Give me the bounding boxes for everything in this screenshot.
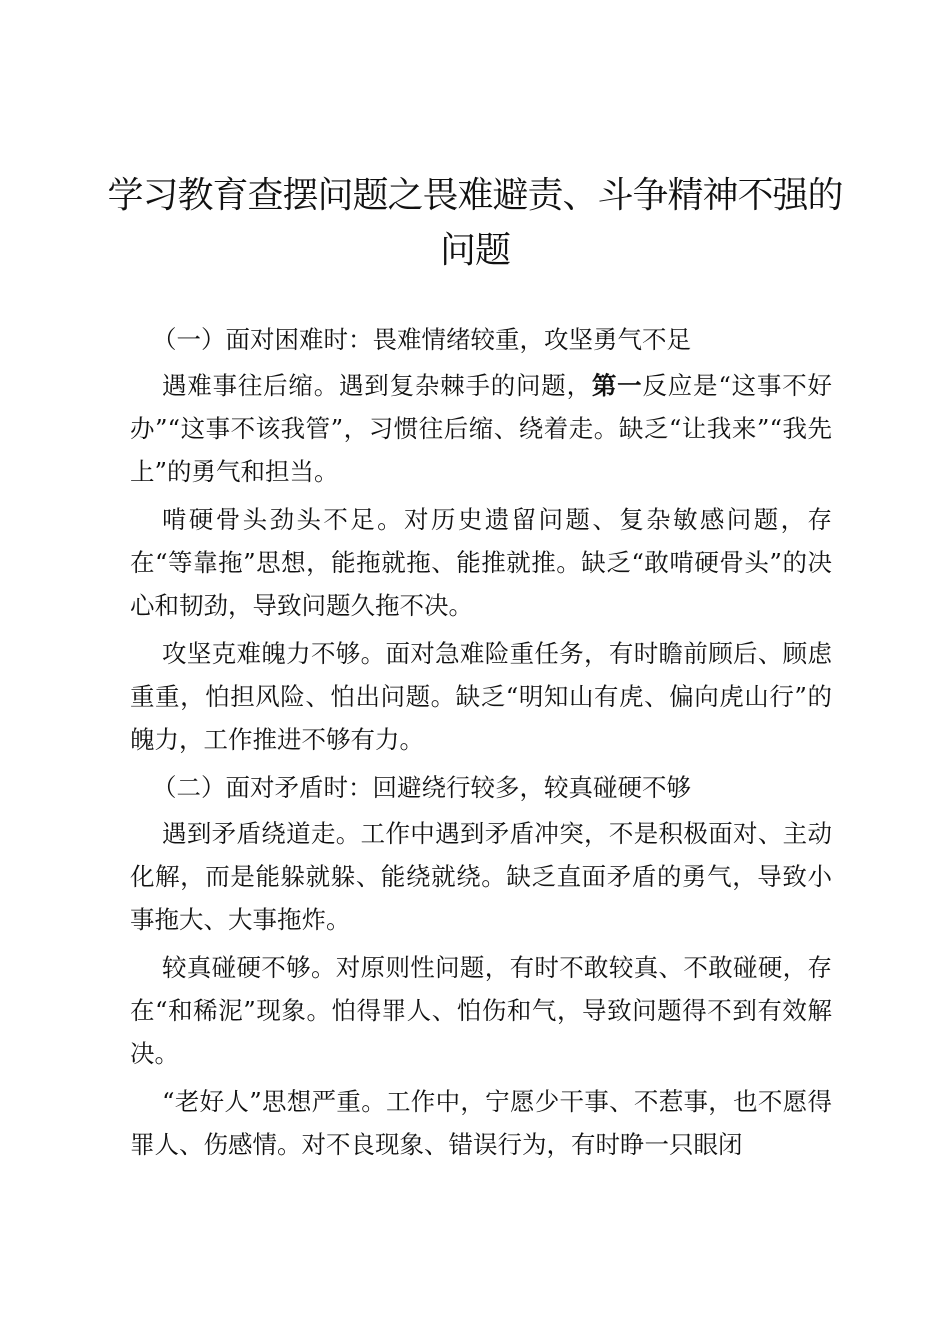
section-heading-1: （一）面对困难时：畏难情绪较重，攻坚勇气不足 <box>152 325 691 354</box>
paragraph: “老好人”思想严重。工作中，宁愿少干事、不惹事，也不愿得罪人、伤感情。对不良现象、错误行为，有时睁一只眼闭 <box>130 1087 832 1159</box>
paragraph: 啃硬骨头劲头不足。对历史遗留问题、复杂敏感问题，存在“等靠拖”思想，能拖就拖、能推就推。缺乏“敢啃硬骨头”的决心和韧劲，导致问题久拖不决。 <box>130 505 832 620</box>
paragraph-text: 反应是“这事不好办”“这事不该我管”，习惯往后缩、绕着走。缺乏“让我来”“我先上”的勇气和担当。 <box>130 371 833 486</box>
document-body <box>130 318 832 1171</box>
paragraph <box>130 364 832 493</box>
document-title: 学习教育查摆问题之畏难避责、斗争精神不强的问题 <box>107 175 843 271</box>
paragraph: 遇到矛盾绕道走。工作中遇到矛盾冲突，不是积极面对、主动化解，而是能躲就躲、能绕就绕。缺乏直面矛盾的勇气，导致小事拖大、大事拖炸。 <box>130 819 832 934</box>
paragraph-text: 遇难事往后缩。遇到复杂棘手的问题， <box>162 371 592 400</box>
paragraph: 较真碰硬不够。对原则性问题，有时不敢较真、不敢碰硬，存在“和稀泥”现象。怕得罪人、怕伤和气，导致问题得不到有效解决。 <box>130 953 832 1068</box>
bold-text: 第一 <box>591 371 643 400</box>
section-heading-2: （二）面对矛盾时：回避绕行较多，较真碰硬不够 <box>152 773 691 802</box>
paragraph: 攻坚克难魄力不够。面对急难险重任务，有时瞻前顾后、顾虑重重，怕担风险、怕出问题。缺乏“明知山有虎、偏向虎山行”的魄力，工作推进不够有力。 <box>130 639 832 754</box>
